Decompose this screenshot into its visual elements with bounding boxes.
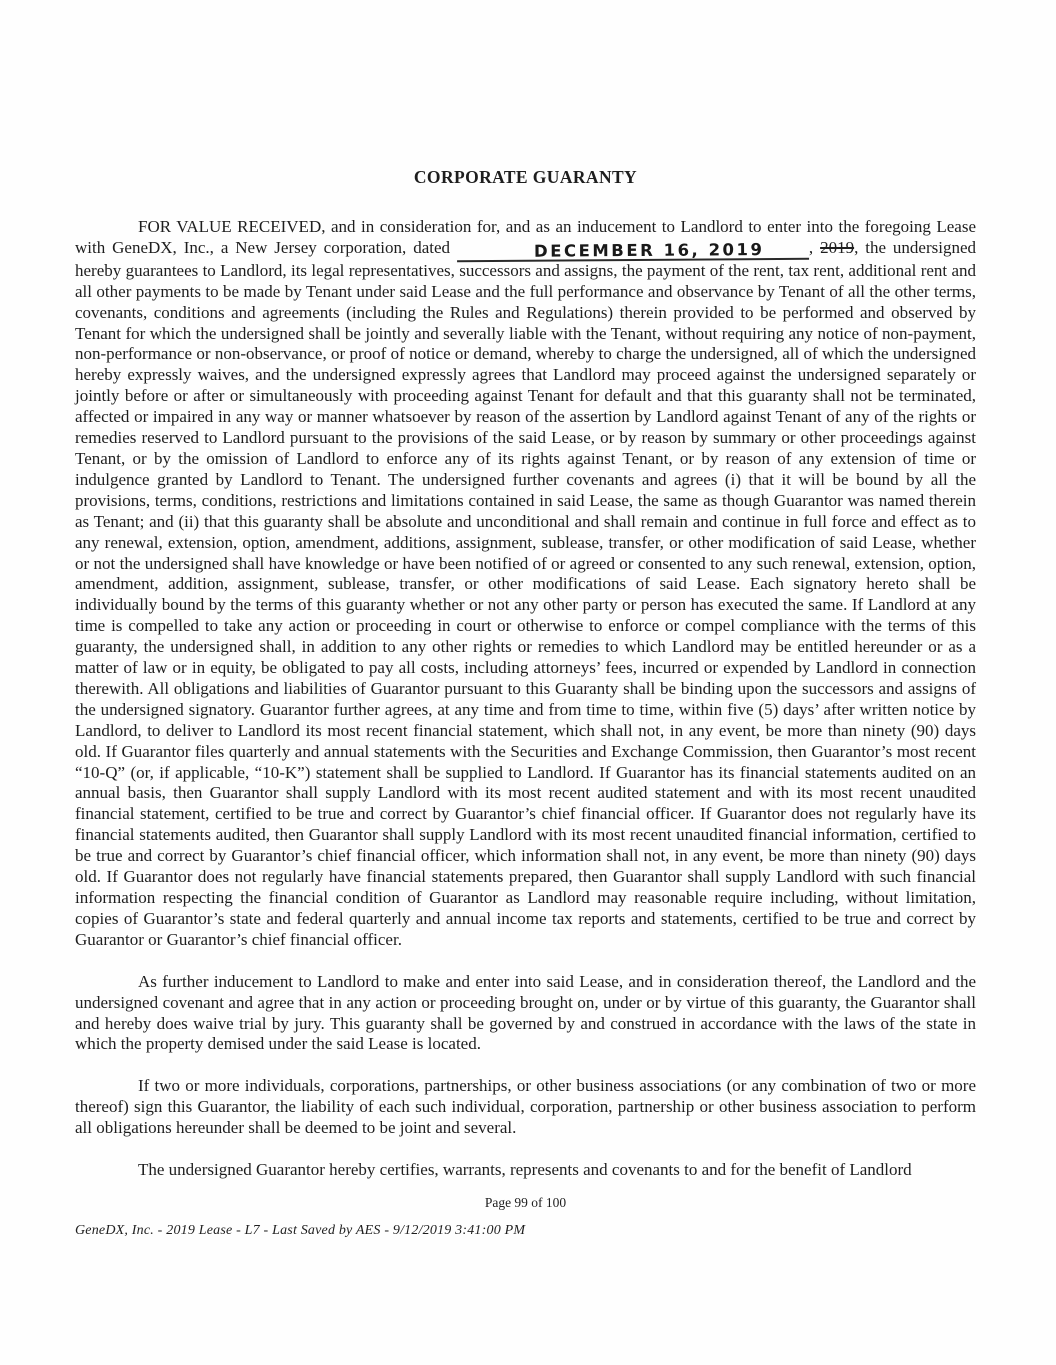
page-title: CORPORATE GUARANTY (413, 167, 638, 187)
struck-year: 2019 (820, 237, 855, 257)
document-footer-fileinfo: GeneDX, Inc. - 2019 Lease - L7 - Last Saved by AES - 9/12/2019 3:41:00 PM (75, 1222, 526, 1238)
paragraph-jury-waiver: As further inducement to Landlord to make and enter into said Lease, and in consideration thereof, the Landlord and the undersigned covenant and agree that in any action or proceeding brought on, under or by virtue of this guaranty, the Guarantor shall and hereby does waive trial by jury. This guaranty shall be governed by and construed in accordance with the laws of the state in which the property demised under the said Lease is located. (75, 971, 976, 1054)
handwritten-date-blank: DECEMBER 16, 2019 (457, 241, 809, 262)
guaranty-text-after-date: , the undersigned hereby guarantees to Landlord, its legal representatives, successors and assigns, the payment of the rent, tax rent, additional rent and all other payments to be made by Tenant under said Lease and the full performance and observance by Tenant of all the other terms, covenants, conditions and agreements (including the Rules and Regulations) therein provided to be performed and observed by Tenant for which the undersigned shall be jointly and severally liable with the Tenant, without requiring any notice of non-payment, non-performance or non-observance, or proof of notice or demand, whereby to charge the undersigned, all of which the undersigned hereby expressly waives, and the undersigned expressly agrees that Landlord may proceed against the undersigned separately or jointly before or after or simultaneously with proceeding against Tenant for default and that this guaranty shall not be terminated, affected or impaired in any way or manner whatsoever by reason of the assertion by Landlord against Tenant of any of the rights or remedies reserved to Landlord pursuant to the provisions of the said Lease, or by reason by summary or other proceedings against Tenant, or by the omission of Landlord to enforce any of its rights against Tenant, or by reason of any extension of time or indulgence granted by Landlord to Tenant. The undersigned further covenants and agrees (i) that it will be bound by all the provisions, terms, conditions, restrictions and limitations contained in said Lease, the same as though Guarantor was named therein as Tenant; and (ii) that this guaranty shall be absolute and unconditional and shall remain and continue in full force and effect as to any renewal, extension, option, amendment, additions, assignment, sublease, transfer, or other modification of said Lease, whether or not the undersigned shall have knowledge or have been notified of or agreed or consented to any such renewal, extension, option, amendment, addition, assignment, sublease, transfer, or other modifications of said Lease. Each signatory hereto shall be individually bound by the terms of this guaranty whether or not any other party or person has executed the same. If Landlord at any time is compelled to take any action or proceeding in court or otherwise to enforce or compel compliance with the terms of this guaranty, the undersigned shall, in addition to any other rights or remedies to which Landlord may be entitled hereunder or as a matter of law or in equity, be obligated to pay all costs, including attorneys’ fees, incurred or expended by Landlord in connection therewith. All obligations and liabilities of Guarantor pursuant to this Guaranty shall be binding upon the successors and assigns of the undersigned signatory. Guarantor further agrees, at any time and from time to time, within five (5) days’ after written notice by Landlord, to deliver to Landlord its most recent financial statement, which shall not, in any event, be more than ninety (90) days old. If Guarantor files quarterly and annual statements with the Securities and Exchange Commission, then Guarantor’s most recent “10-Q” (or, if applicable, “10-K”) statement shall be supplied to Landlord. If Guarantor has its financial statements audited on an annual basis, then Guarantor shall supply Landlord with its most recent audited statement and with its most recent unaudited financial statement, certified to be true and correct by Guarantor’s chief financial officer. If Guarantor does not regularly have its financial statements audited, then Guarantor shall supply Landlord with its most recent unaudited financial information, certified to be true and correct by Guarantor’s chief financial officer, which information shall not, in any event, be more than ninety (90) days old. If Guarantor does not regularly have financial statements prepared, then Guarantor shall supply Landlord with such financial information respecting the financial condition of Guarantor as Landlord may reasonable require including, without limitation, copies of Guarantor’s state and federal quarterly and annual income tax reports and statements, certified to be true and correct by Guarantor or Guarantor’s chief financial officer. (75, 237, 977, 949)
paragraph-guaranty-main (75, 217, 976, 951)
guaranty-text-before-date: FOR VALUE RECEIVED, and in consideration for, and as an inducement to Landlord to enter into the foregoing Lease with GeneDX, Inc., a New Jersey corporation, dated (75, 216, 976, 257)
paragraph-certification-lead-in: The undersigned Guarantor hereby certifies, warrants, represents and covenants to and for the benefit of Landlord (138, 1160, 912, 1180)
page-number: Page 99 of 100 (484, 1194, 567, 1210)
comma-after-blank: , (808, 237, 821, 257)
paragraph-joint-several: If two or more individuals, corporations, partnerships, or other business associations (or any combination of two or more thereof) sign this Guarantor, the liability of each such individual, corporation, partnership or other business association to perform all obligations hereunder shall be deemed to be joint and several. (75, 1076, 976, 1138)
